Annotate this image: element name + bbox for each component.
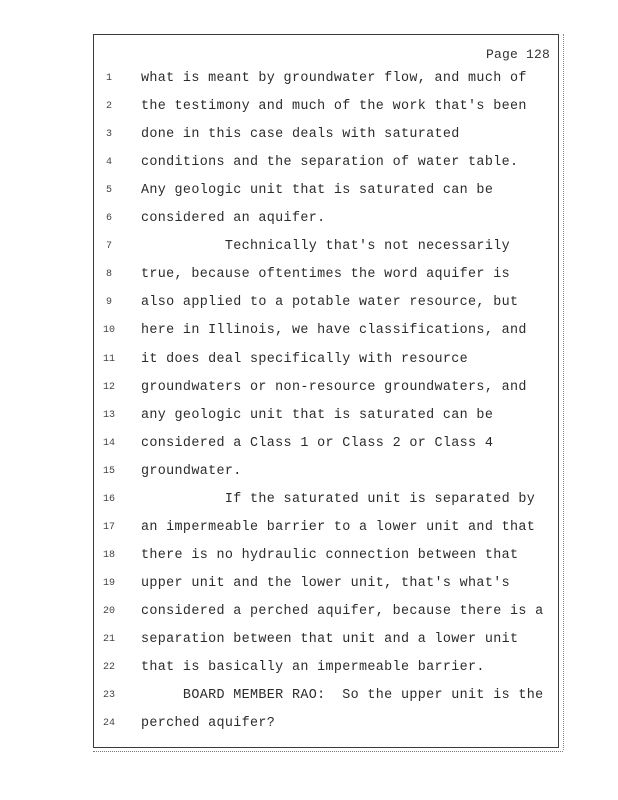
line-number: 22 <box>102 662 115 674</box>
line-number: 8 <box>105 269 112 281</box>
transcript-line: also applied to a potable water resource, but <box>141 295 519 311</box>
line-number: 2 <box>105 101 112 113</box>
line-number: 15 <box>102 465 115 477</box>
transcript-line: an impermeable barrier to a lower unit and that <box>141 519 536 535</box>
transcript-line: considered a Class 1 or Class 2 or Class 4 <box>141 435 494 451</box>
line-number: 4 <box>105 157 112 169</box>
transcript-line: Any geologic unit that is saturated can be <box>141 183 494 199</box>
transcript-line: conditions and the separation of water table. <box>141 155 519 171</box>
line-number: 24 <box>102 718 115 730</box>
transcript-page <box>93 34 559 748</box>
transcript-line: any geologic unit that is saturated can be <box>141 407 494 423</box>
transcript-line: done in this case deals with saturated <box>141 127 460 143</box>
line-number: 17 <box>102 521 115 533</box>
transcript-line: Technically that's not necessarily <box>141 239 510 255</box>
transcript-line: upper unit and the lower unit, that's what's <box>141 575 510 591</box>
line-number: 14 <box>102 437 115 449</box>
line-number: 5 <box>105 185 112 197</box>
line-number: 18 <box>102 549 115 561</box>
transcript-line: considered a perched aquifer, because there is a <box>141 603 544 619</box>
transcript-line: groundwater. <box>141 463 242 479</box>
transcript-line: If the saturated unit is separated by <box>141 491 536 507</box>
transcript-line: groundwaters or non-resource groundwaters, and <box>141 379 527 395</box>
line-number: 10 <box>102 325 115 337</box>
line-number: 1 <box>105 73 112 84</box>
transcript-line: separation between that unit and a lower unit <box>141 632 519 647</box>
line-number: 19 <box>102 577 115 589</box>
line-number: 13 <box>102 409 115 421</box>
line-number: 12 <box>102 381 115 393</box>
page-edge-shadow <box>563 34 564 750</box>
transcript-line: here in Illinois, we have classifications, and <box>141 323 527 339</box>
page-number: Page 128 <box>485 47 550 62</box>
line-number: 9 <box>105 297 112 309</box>
line-number: 6 <box>105 213 112 225</box>
transcript-line: it does deal specifically with resource <box>141 351 469 367</box>
line-number: 20 <box>102 605 115 617</box>
transcript-line: that is basically an impermeable barrier. <box>141 660 485 676</box>
transcript-line: the testimony and much of the work that's been <box>141 99 527 115</box>
transcript-line: what is meant by groundwater flow, and much of <box>141 71 527 86</box>
line-number: 16 <box>102 493 115 505</box>
bottom-rule <box>93 751 563 752</box>
transcript-line: BOARD MEMBER RAO: So the upper unit is the <box>141 688 544 704</box>
line-number: 11 <box>102 353 115 365</box>
transcript-line: there is no hydraulic connection between that <box>141 547 519 563</box>
transcript-line: true, because oftentimes the word aquifer is <box>141 267 510 283</box>
transcript-line: considered an aquifer. <box>141 211 326 227</box>
line-number: 21 <box>102 634 115 645</box>
transcript-line: perched aquifer? <box>141 716 276 732</box>
line-number: 3 <box>105 129 112 141</box>
line-number: 7 <box>105 241 112 253</box>
line-number: 23 <box>102 690 115 702</box>
